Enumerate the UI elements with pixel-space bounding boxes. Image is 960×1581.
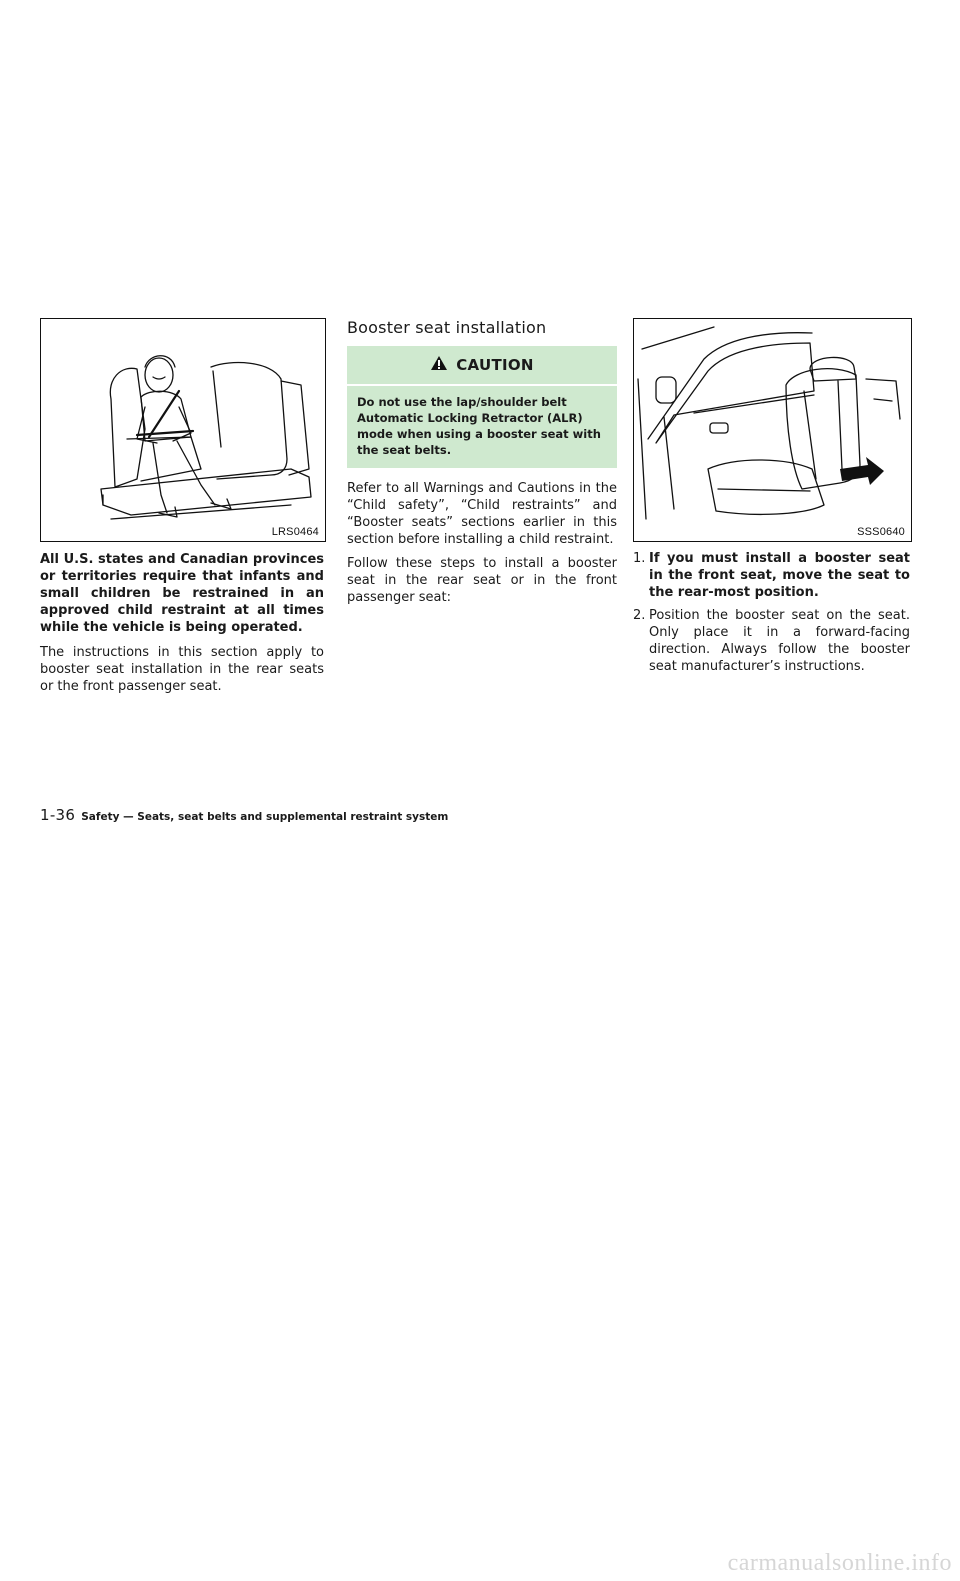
- page-number: 1-36: [40, 806, 76, 824]
- step-text: Position the booster seat on the seat. Only place it in a forward-facing direction. Always follow the booster seat manufacturer’s instructions.: [649, 608, 910, 674]
- child-booster-seat-drawing: [41, 319, 325, 541]
- refer-paragraph: Refer to all Warnings and Cautions in the “Child safety”, “Child restraints” and “Booster seats” sections earlier in this section before installing a child restraint.: [347, 481, 617, 547]
- step-number: 2.: [633, 608, 646, 623]
- steps-intro-paragraph: Follow these steps to install a booster seat in the rear seat or in the front passenger seat:: [347, 556, 617, 605]
- caution-text: Do not use the lap/shoulder belt Automatic Locking Retractor (ALR) mode when using a booster seat with the seat belts.: [357, 395, 601, 457]
- figure-code: SSS0640: [857, 526, 905, 538]
- front-seat-illustration: [633, 318, 912, 542]
- step-number: 1.: [633, 551, 646, 566]
- middle-column: [347, 318, 617, 606]
- instructions-paragraph: The instructions in this section apply to booster seat installation in the rear seats or the front passenger seat.: [40, 645, 324, 694]
- left-column: [40, 318, 324, 695]
- child-booster-seat-illustration: [40, 318, 326, 542]
- steps-list: [633, 550, 910, 675]
- right-column: [633, 318, 910, 681]
- front-seat-drawing: [634, 319, 911, 541]
- footer-title: Safety — Seats, seat belts and supplemental restraint system: [81, 811, 449, 823]
- caution-title: CAUTION: [456, 356, 534, 374]
- list-item: [633, 607, 910, 675]
- page-footer: [40, 806, 448, 824]
- figure-code: LRS0464: [271, 526, 319, 538]
- step-text: If you must install a booster seat in the front seat, move the seat to the rear-most position.: [649, 551, 910, 600]
- section-heading: Booster seat installation: [347, 318, 547, 337]
- caution-box: [347, 346, 617, 468]
- list-item: [633, 550, 910, 601]
- watermark-link[interactable]: carmanualsonline.info: [727, 1550, 952, 1576]
- caution-header: [347, 346, 617, 384]
- warning-triangle-icon: [430, 355, 448, 375]
- intro-paragraph: All U.S. states and Canadian provinces or territories require that infants and small children be restrained in an approved child restraint at all times while the vehicle is being operated.: [40, 552, 324, 635]
